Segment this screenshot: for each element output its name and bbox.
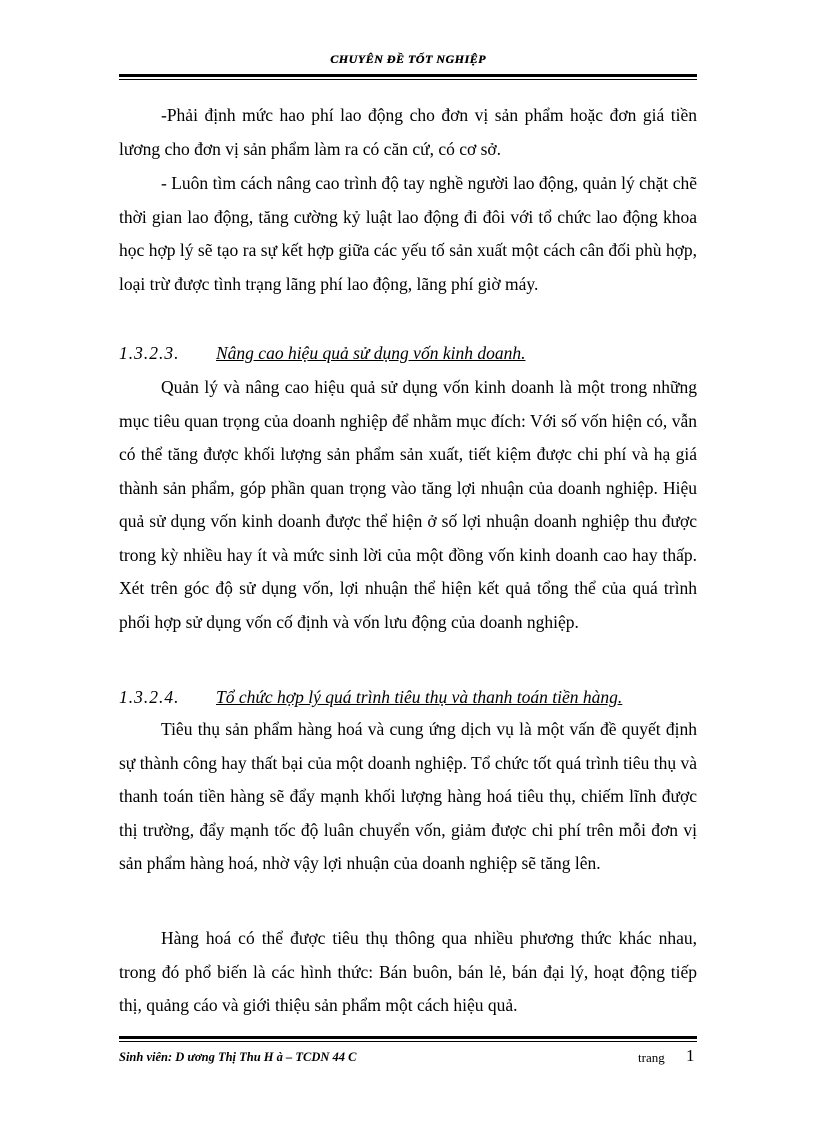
section-number: 1.3.2.3.	[119, 343, 180, 363]
section-heading-capital	[119, 341, 525, 365]
page-header-title: CHUYÊN ĐỀ TỐT NGHIỆP	[330, 52, 486, 66]
header-rule-thin	[119, 79, 697, 80]
footer-rule-thin	[119, 1041, 697, 1042]
section-title: Nâng cao hiệu quả sử dụng vốn kinh doanh.	[216, 343, 526, 363]
footer-page-label: trang	[638, 1050, 665, 1065]
section-heading-sales	[119, 685, 622, 709]
paragraph-capital-efficiency: Quản lý và nâng cao hiệu quả sử dụng vốn kinh doanh là một trong những mục tiêu quan trọng của doanh nghiệp để nhằm mục đích: Với số vốn hiện có, vẫn có thể tăng được khối lượng sản phẩm sản xuất, tiết kiệm được chi phí và hạ giá thành sản phẩm, góp phần quan trọng vào tăng lợi nhuận của doanh nghiệp. Hiệu quả sử dụng vốn kinh doanh được thể hiện ở số lợi nhuận doanh nghiệp thu được trong kỳ nhiều hay ít và mức sinh lời của một đồng vốn kinh doanh cao hay thấp. Xét trên góc độ sử dụng vốn, lợi nhuận thể hiện kết quả tổng thể của quá trình phối hợp sử dụng vốn cố định và vốn lưu động của doanh nghiệp.	[119, 377, 697, 632]
footer-page-number: 1	[686, 1046, 695, 1065]
footer-rule-thick	[119, 1036, 697, 1039]
section-title: Tổ chức hợp lý quá trình tiêu thụ và thanh toán tiền hàng.	[216, 687, 623, 707]
paragraph-sales-methods: Hàng hoá có thể được tiêu thụ thông qua nhiều phương thức khác nhau, trong đó phổ biến là các hình thức: Bán buôn, bán lẻ, bán đại lý, hoạt động tiếp thị, quảng cáo và giới thiệu sản phẩm một cách hiệu quả.	[119, 928, 697, 1015]
header-rule-thick	[119, 74, 697, 77]
paragraph-sales-importance: Tiêu thụ sản phẩm hàng hoá và cung ứng dịch vụ là một vấn đề quyết định sự thành công hay thất bại của một doanh nghiệp. Tổ chức tốt quá trình tiêu thụ và thanh toán tiền hàng sẽ đẩy mạnh khối lượng hàng hoá tiêu thụ, chiếm lĩnh được thị trường, đẩy mạnh tốc độ luân chuyển vốn, giảm được chi phí trên mỗi đơn vị sản phẩm hàng hoá, nhờ vậy lợi nhuận của doanh nghiệp sẽ tăng lên.	[119, 719, 697, 873]
paragraph-labor-norms: -Phải định mức hao phí lao động cho đơn vị sản phẩm hoặc đơn giá tiền lương cho đơn vị sản phẩm làm ra có căn cứ, có cơ sở.	[119, 105, 697, 159]
section-number: 1.3.2.4.	[119, 687, 180, 707]
footer-student-info: Sinh viên: D ương Thị Thu H à – TCDN 44 C	[119, 1050, 357, 1064]
paragraph-labor-skills: - Luôn tìm cách nâng cao trình độ tay nghề người lao động, quản lý chặt chẽ thời gian lao động, tăng cường kỷ luật lao động đi đôi với tổ chức lao động khoa học hợp lý sẽ tạo ra sự kết hợp giữa các yếu tố sản xuất một cách cân đối phù hợp, loại trừ được tình trạng lãng phí lao động, lãng phí giờ máy.	[119, 173, 697, 294]
